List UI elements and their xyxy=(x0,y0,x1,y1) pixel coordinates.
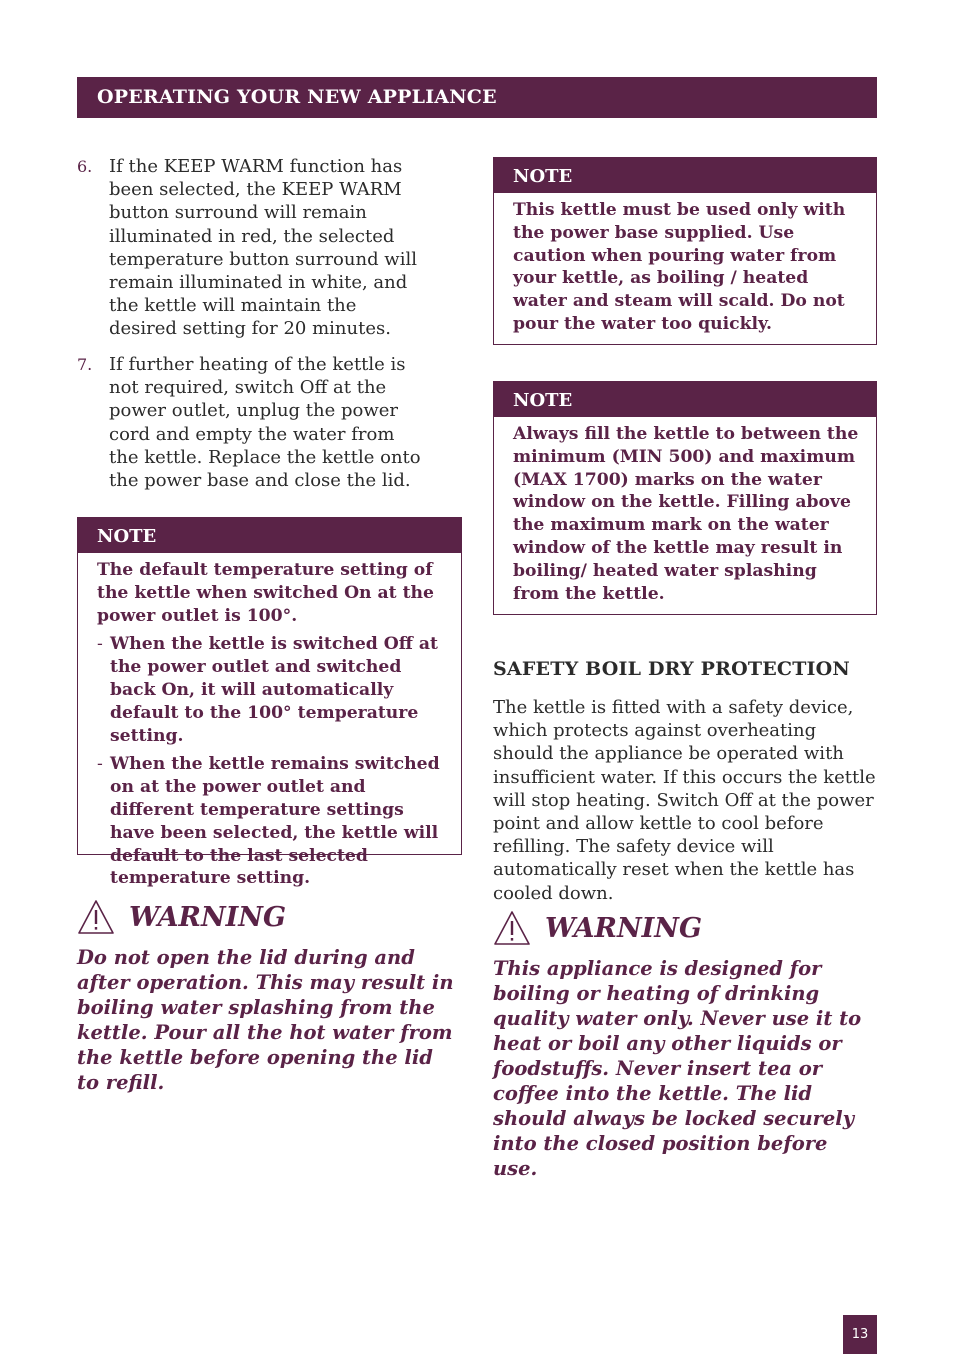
note-bullet-text: When the kettle remains switched on at the power outlet and different temperature settings have been selected, the kettle will default to the last selected temperature setting. xyxy=(110,754,440,889)
note-bullet-text: When the kettle is switched Off at the power outlet and switched back On, it will automatically default to the 100° temperature setting. xyxy=(110,634,438,746)
warning-triangle-icon xyxy=(493,910,531,946)
page-number: 13 xyxy=(843,1315,877,1354)
note-bullet: - When the kettle is switched Off at the power outlet and switched back On, it will automatically default to the 100° temperature setting. xyxy=(97,634,438,746)
step-number: 7. xyxy=(77,355,93,374)
step-6 xyxy=(77,155,422,341)
note-title: NOTE xyxy=(494,382,876,417)
note-default-temperature xyxy=(77,517,462,889)
warning-heading xyxy=(77,895,457,939)
warning-text: This appliance is designed for boiling or heating of drinking quality water only. Never use it to heat or boil any other liquids or foodstuffs. Never insert tea or coffee into the kettle. The lid should always be locked securely into the closed position before use. xyxy=(493,957,862,1180)
step-text: If the KEEP WARM function has been selected, the KEEP WARM button surround will remain illuminated in red, the selected temperature button surround will remain illuminated in white, and the kettle will maintain the desired setting for 20 minutes. xyxy=(109,156,417,340)
warning-title: WARNING xyxy=(129,901,287,933)
safety-text: The kettle is fitted with a safety device, which protects against overheating should the appliance be operated with insufficient water. If this occurs the kettle will stop heating. Switch Off at the power point and allow kettle to cool before refilling. The safety device will automatically reset when the kettle has cooled down. xyxy=(493,697,876,904)
note-fill-levels xyxy=(493,381,877,615)
note-title: NOTE xyxy=(78,518,461,553)
note-power-base xyxy=(493,157,877,345)
warning-text: Do not open the lid during and after operation. This may result in boiling water splashing from the kettle. Pour all the hot water from the kettle before opening the lid to refill. xyxy=(77,946,454,1094)
warning-right xyxy=(493,906,877,1181)
note-body xyxy=(494,193,876,336)
warning-title: WARNING xyxy=(545,912,703,944)
note-title: NOTE xyxy=(494,158,876,193)
note-text: Always fill the kettle to between the minimum (MIN 500) and maximum (MAX 1700) marks on the water window on the kettle. Filling above the maximum mark on the water window of the kettle may result in boiling/ heated water splashing from the kettle. xyxy=(513,424,859,604)
note-bullet: - When the kettle remains switched on at the power outlet and different temperature settings have been selected, the kettle will default to the last selected temperature setting. xyxy=(97,754,440,889)
step-7 xyxy=(77,353,422,492)
note-text: This kettle must be used only with the power base supplied. Use caution when pouring water from your kettle, as boiling / heated water and steam will scald. Do not pour the water too quickly. xyxy=(513,200,846,334)
section-header: OPERATING YOUR NEW APPLIANCE xyxy=(77,77,877,118)
note-intro: The default temperature setting of the kettle when switched On at the power outlet is 100°. xyxy=(97,560,434,626)
warning-left xyxy=(77,895,457,1095)
warning-triangle-icon xyxy=(77,899,115,935)
safety-title: SAFETY BOIL DRY PROTECTION xyxy=(493,658,850,680)
note-body xyxy=(78,553,461,890)
step-number: 6. xyxy=(77,157,93,176)
note-body xyxy=(494,417,876,605)
warning-heading xyxy=(493,906,877,950)
step-text: If further heating of the kettle is not required, switch Off at the power outlet, unplug the power cord and empty the water from the kettle. Replace the kettle onto the power base and close the lid. xyxy=(109,354,421,492)
